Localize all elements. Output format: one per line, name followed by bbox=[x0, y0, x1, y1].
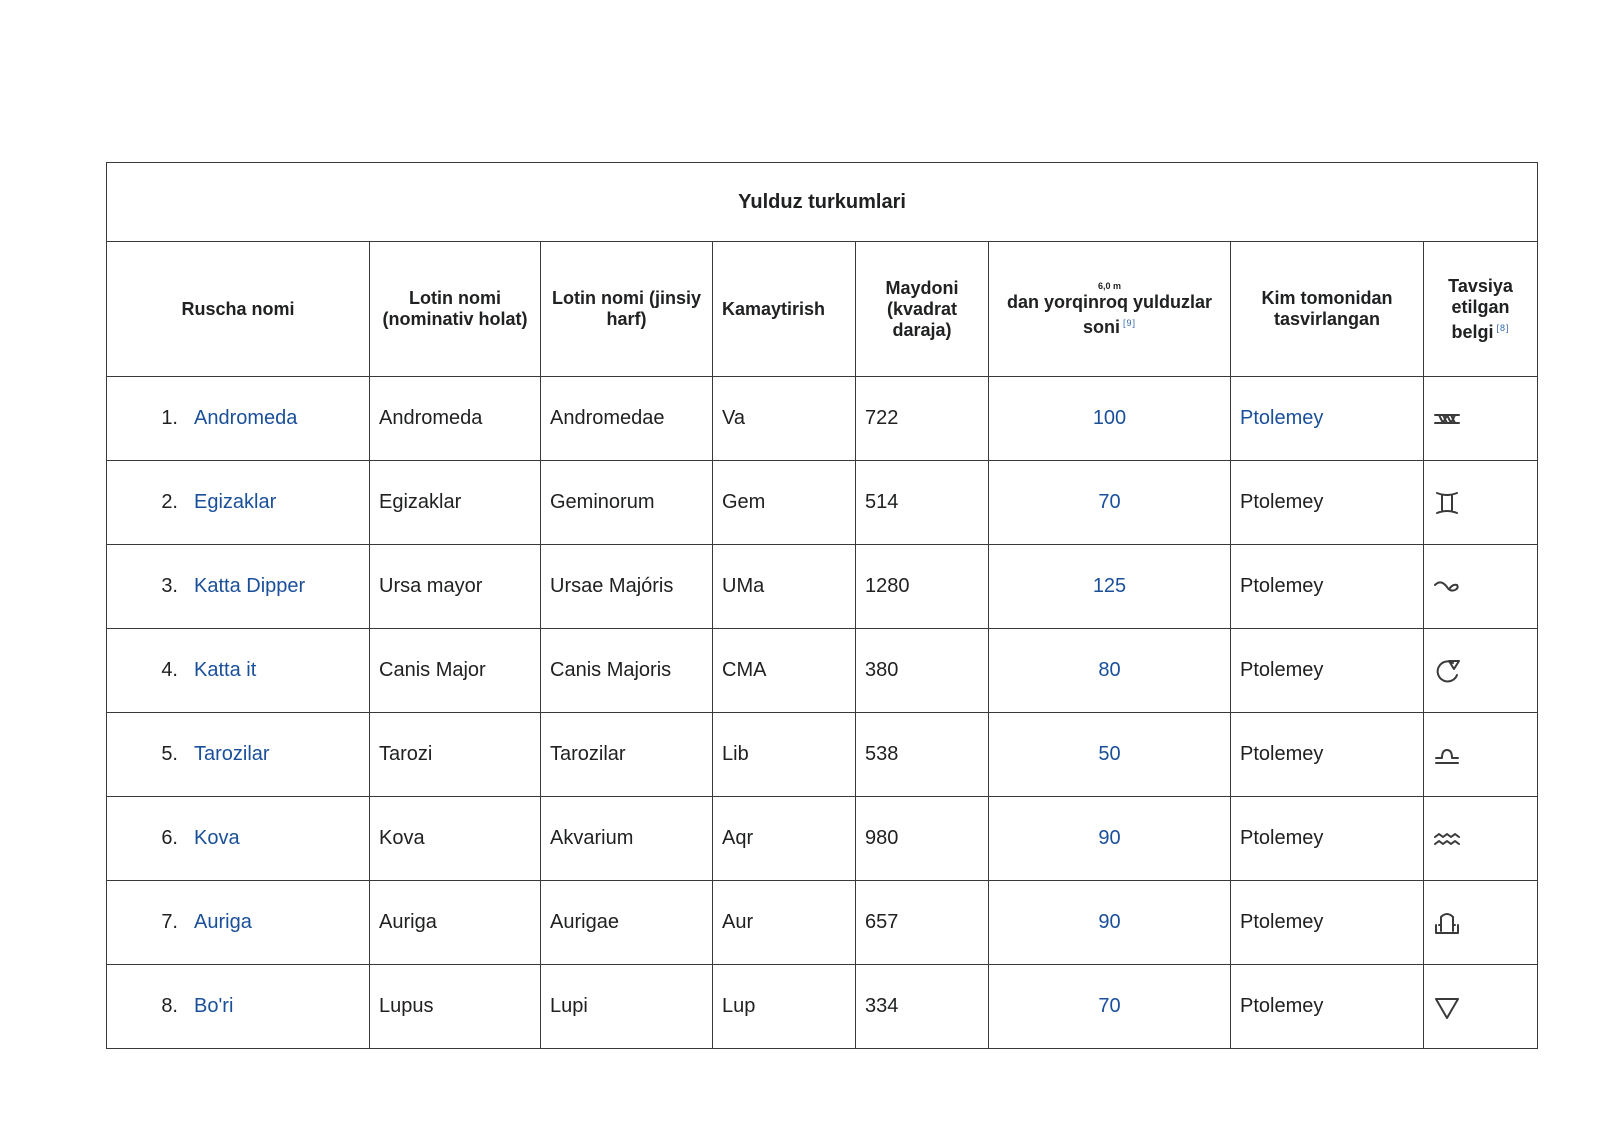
header-abbreviation: Kamaytirish bbox=[713, 242, 856, 377]
cell-area: 1280 bbox=[856, 545, 989, 629]
cell-latin-genitive: Tarozilar bbox=[541, 713, 713, 797]
cell-latin-nominative: Andromeda bbox=[370, 377, 541, 461]
cell-latin-genitive: Akvarium bbox=[541, 797, 713, 881]
table-row bbox=[107, 545, 1538, 629]
described-by-text: Ptolemey bbox=[1240, 491, 1324, 513]
star-count-link[interactable]: 90 bbox=[1098, 827, 1121, 849]
cell-star-count bbox=[989, 629, 1231, 713]
cell-area: 514 bbox=[856, 461, 989, 545]
cell-symbol bbox=[1424, 713, 1538, 797]
row-number: 4. bbox=[161, 659, 178, 681]
cell-latin-nominative: Tarozi bbox=[370, 713, 541, 797]
cell-russian-name bbox=[107, 377, 370, 461]
table-row bbox=[107, 965, 1538, 1049]
table-row bbox=[107, 629, 1538, 713]
table-row bbox=[107, 713, 1538, 797]
described-by-text: Ptolemey bbox=[1240, 743, 1324, 765]
table-row bbox=[107, 881, 1538, 965]
described-by-text: Ptolemey bbox=[1240, 995, 1324, 1017]
cell-abbreviation: Lup bbox=[713, 965, 856, 1049]
cell-latin-nominative: Canis Major bbox=[370, 629, 541, 713]
constellation-link[interactable]: Katta Dipper bbox=[194, 575, 306, 597]
cell-star-count bbox=[989, 965, 1231, 1049]
cell-latin-genitive: Ursae Majóris bbox=[541, 545, 713, 629]
row-number: 6. bbox=[161, 827, 178, 849]
cell-star-count bbox=[989, 461, 1231, 545]
header-russian-name: Ruscha nomi bbox=[107, 242, 370, 377]
star-count-link[interactable]: 70 bbox=[1098, 995, 1121, 1017]
cell-area: 538 bbox=[856, 713, 989, 797]
cell-area: 657 bbox=[856, 881, 989, 965]
cell-russian-name bbox=[107, 545, 370, 629]
cell-described-by bbox=[1231, 629, 1424, 713]
cell-symbol bbox=[1424, 377, 1538, 461]
cell-abbreviation: Gem bbox=[713, 461, 856, 545]
cell-star-count bbox=[989, 881, 1231, 965]
described-by-text: Ptolemey bbox=[1240, 911, 1324, 933]
cell-latin-nominative: Ursa mayor bbox=[370, 545, 541, 629]
row-number: 1. bbox=[161, 407, 178, 429]
cell-latin-genitive: Canis Majoris bbox=[541, 629, 713, 713]
constellation-link[interactable]: Kova bbox=[194, 827, 240, 849]
cell-latin-nominative: Auriga bbox=[370, 881, 541, 965]
constellation-link[interactable]: Tarozilar bbox=[194, 743, 270, 765]
header-star-count-label: dan yorqinroq yulduzlar soni bbox=[1006, 292, 1212, 337]
header-latin-genitive: Lotin nomi (jinsiy harf) bbox=[541, 242, 713, 377]
cell-latin-nominative: Lupus bbox=[370, 965, 541, 1049]
cell-abbreviation: Va bbox=[713, 377, 856, 461]
cell-russian-name bbox=[107, 965, 370, 1049]
row-number: 7. bbox=[161, 911, 178, 933]
described-by-text: Ptolemey bbox=[1240, 575, 1324, 597]
cell-area: 980 bbox=[856, 797, 989, 881]
cell-symbol bbox=[1424, 881, 1538, 965]
cell-star-count bbox=[989, 797, 1231, 881]
cell-latin-genitive: Aurigae bbox=[541, 881, 713, 965]
cell-abbreviation: UMa bbox=[713, 545, 856, 629]
star-count-link[interactable]: 70 bbox=[1098, 491, 1121, 513]
cell-russian-name bbox=[107, 461, 370, 545]
cell-described-by bbox=[1231, 881, 1424, 965]
andromeda-symbol-icon bbox=[1433, 405, 1461, 433]
cell-russian-name bbox=[107, 881, 370, 965]
table-row bbox=[107, 461, 1538, 545]
star-count-link[interactable]: 80 bbox=[1098, 659, 1121, 681]
auriga-symbol-icon bbox=[1433, 909, 1461, 937]
star-count-link[interactable]: 125 bbox=[1092, 575, 1127, 597]
cell-symbol bbox=[1424, 629, 1538, 713]
cell-latin-genitive: Lupi bbox=[541, 965, 713, 1049]
star-count-link[interactable]: 90 bbox=[1098, 911, 1121, 933]
cell-described-by bbox=[1231, 797, 1424, 881]
table-row bbox=[107, 377, 1538, 461]
cell-described-by bbox=[1231, 461, 1424, 545]
cell-russian-name bbox=[107, 797, 370, 881]
cell-star-count bbox=[989, 713, 1231, 797]
header-area: Maydoni (kvadrat daraja) bbox=[856, 242, 989, 377]
cell-area: 380 bbox=[856, 629, 989, 713]
header-symbol bbox=[1424, 242, 1538, 377]
constellation-link[interactable]: Egizaklar bbox=[194, 491, 277, 513]
cell-star-count bbox=[989, 545, 1231, 629]
gemini-symbol-icon bbox=[1433, 489, 1461, 517]
ref-9-link[interactable]: [9] bbox=[1123, 318, 1137, 328]
table-caption: Yulduz turkumlari bbox=[107, 163, 1538, 242]
header-star-count bbox=[989, 242, 1231, 377]
cell-abbreviation: Aur bbox=[713, 881, 856, 965]
header-magnitude: 6,0 m bbox=[1097, 281, 1121, 291]
row-number: 8. bbox=[161, 995, 178, 1017]
cell-russian-name bbox=[107, 713, 370, 797]
described-by-text: Ptolemey bbox=[1240, 827, 1324, 849]
described-by-text[interactable]: Ptolemey bbox=[1240, 407, 1324, 429]
cell-described-by bbox=[1231, 713, 1424, 797]
ref-8-link[interactable]: [8] bbox=[1496, 322, 1510, 333]
cell-latin-nominative: Egizaklar bbox=[370, 461, 541, 545]
cell-latin-nominative: Kova bbox=[370, 797, 541, 881]
aquarius-symbol-icon bbox=[1433, 825, 1461, 853]
ursa-major-symbol-icon bbox=[1433, 573, 1461, 601]
cell-russian-name bbox=[107, 629, 370, 713]
cell-abbreviation: Aqr bbox=[713, 797, 856, 881]
row-number: 2. bbox=[161, 491, 178, 513]
constellation-link[interactable]: Andromeda bbox=[194, 407, 298, 429]
cell-area: 334 bbox=[856, 965, 989, 1049]
cell-abbreviation: Lib bbox=[713, 713, 856, 797]
header-latin-nominative: Lotin nomi (nominativ holat) bbox=[370, 242, 541, 377]
cell-symbol bbox=[1424, 545, 1538, 629]
cell-described-by bbox=[1231, 545, 1424, 629]
star-count-link[interactable]: 100 bbox=[1092, 407, 1127, 429]
described-by-text: Ptolemey bbox=[1240, 659, 1324, 681]
constellation-link[interactable]: Bo'ri bbox=[194, 995, 234, 1017]
cell-latin-genitive: Andromedae bbox=[541, 377, 713, 461]
star-count-link[interactable]: 50 bbox=[1098, 743, 1121, 765]
row-number: 3. bbox=[161, 575, 178, 597]
cell-area: 722 bbox=[856, 377, 989, 461]
canis-major-symbol-icon bbox=[1433, 657, 1461, 685]
constellation-link[interactable]: Auriga bbox=[194, 911, 252, 933]
header-row bbox=[107, 242, 1538, 377]
constellations-table bbox=[106, 162, 1538, 1049]
row-number: 5. bbox=[161, 743, 178, 765]
cell-symbol bbox=[1424, 797, 1538, 881]
libra-symbol-icon bbox=[1433, 741, 1461, 769]
cell-described-by bbox=[1231, 965, 1424, 1049]
table-row bbox=[107, 797, 1538, 881]
cell-latin-genitive: Geminorum bbox=[541, 461, 713, 545]
header-described-by: Kim tomonidan tasvirlangan bbox=[1231, 242, 1424, 377]
cell-described-by bbox=[1231, 377, 1424, 461]
cell-abbreviation: CMA bbox=[713, 629, 856, 713]
cell-star-count bbox=[989, 377, 1231, 461]
cell-symbol bbox=[1424, 965, 1538, 1049]
header-symbol-label: Tavsiya etilgan belgi bbox=[1448, 275, 1513, 342]
constellation-link[interactable]: Katta it bbox=[194, 659, 257, 681]
cell-symbol bbox=[1424, 461, 1538, 545]
lupus-symbol-icon bbox=[1433, 993, 1461, 1021]
